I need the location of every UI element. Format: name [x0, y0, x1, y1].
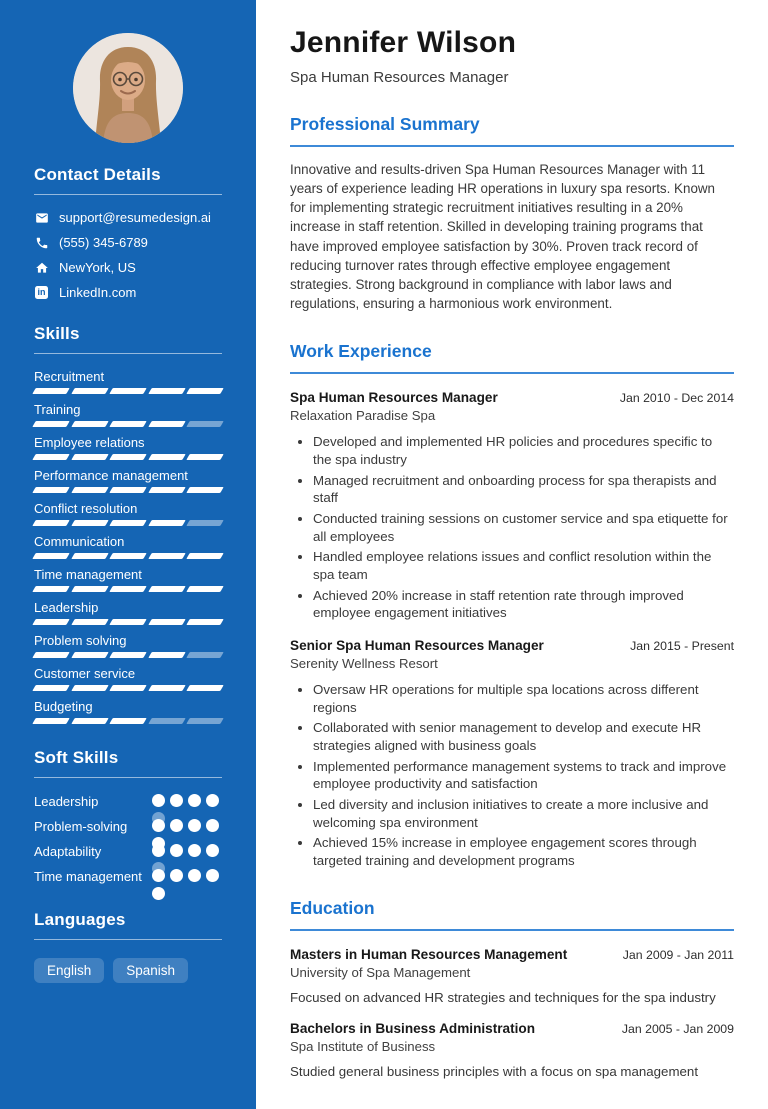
skill-bar: [34, 619, 222, 625]
job-title: Senior Spa Human Resources Manager: [290, 637, 544, 653]
job-dates: Jan 2015 - Present: [630, 638, 734, 653]
contact-item: [34, 260, 222, 275]
linkedin-icon: in: [35, 286, 48, 299]
skill-bar-segment: [187, 685, 224, 691]
main-content: [256, 0, 768, 1109]
soft-skill-dot: [188, 869, 201, 882]
skill-bar-segment: [187, 652, 224, 658]
education-description: Focused on advanced HR strategies and techniques for the spa industry: [290, 989, 716, 1005]
job-bullet: • Conducted training sessions on customer service and spa etiquette for all employees: [313, 510, 734, 545]
soft-skill-dot: [152, 869, 165, 882]
summary-section: [290, 114, 734, 313]
job-bullets: [290, 681, 734, 870]
job-bullet: • Collaborated with senior management to develop and execute HR strategies aligned with business goals: [313, 719, 734, 754]
language-tag: Spanish: [113, 958, 188, 983]
skill-bar-segment: [148, 619, 185, 625]
skill-item: [34, 699, 222, 724]
education-entry: [290, 947, 734, 1005]
skill-label: Conflict resolution: [34, 501, 138, 516]
skill-label: Problem solving: [34, 633, 127, 648]
skill-bar-segment: [71, 586, 108, 592]
contact-item: [34, 210, 222, 225]
soft-skill-label: Time management: [34, 868, 142, 884]
skill-bar-segment: [109, 421, 146, 427]
skill-bar-segment: [187, 586, 224, 592]
skill-bar-segment: [32, 487, 69, 493]
skill-bar-segment: [109, 586, 146, 592]
soft-skill-item: [34, 794, 222, 811]
skill-bar-segment: [148, 520, 185, 526]
skill-item: [34, 567, 222, 592]
skill-bar-segment: [109, 652, 146, 658]
skill-bar-segment: [109, 619, 146, 625]
skill-bar-segment: [32, 685, 69, 691]
skill-label: Budgeting: [34, 699, 93, 714]
summary-text: Innovative and results-driven Spa Human Resources Manager with 11 years of experience leading HR operations in luxury spa resorts. Known for implementing strategic recruitment initiatives resulting in a 20% increase in staff retention. Skilled in developing training programs that have improved employee satisfaction by 30%. Proven track record of reducing turnover rates through effective employee engagement strategies. Strong background in compliance with labor laws and regulations, ensuring a harmonious work environment.: [290, 162, 716, 312]
soft-skill-label: Adaptability: [34, 843, 102, 859]
skill-bar-segment: [32, 718, 69, 724]
skill-bar: [34, 685, 222, 691]
home-icon: [34, 260, 49, 275]
contact-item-text: NewYork, US: [59, 260, 136, 275]
soft-skill-dot: [206, 819, 219, 832]
soft-skill-dot: [170, 844, 183, 857]
contact-item-text: (555) 345-6789: [59, 235, 148, 250]
contact-item-text[interactable]: support@resumedesign.ai: [59, 210, 211, 225]
skill-bar-segment: [148, 718, 185, 724]
soft-skill-label: Leadership: [34, 794, 99, 809]
soft-skill-dots: [152, 869, 222, 882]
contact-list: [34, 210, 222, 300]
soft-skill-label: Problem-solving: [34, 818, 128, 834]
skill-bar-segment: [109, 487, 146, 493]
skill-item: [34, 633, 222, 658]
job-company: Serenity Wellness Resort: [290, 655, 438, 671]
skill-bar-segment: [148, 652, 185, 658]
job-bullet: • Handled employee relations issues and conflict resolution within the spa team: [313, 548, 734, 583]
job-bullet: • Managed recruitment and onboarding process for spa therapists and staff: [313, 472, 734, 507]
education-description: Studied general business principles with a focus on spa management: [290, 1063, 699, 1079]
education-list: [290, 947, 734, 1079]
language-tag: English: [34, 958, 104, 983]
soft-skills-list: [34, 794, 222, 886]
skill-bar-segment: [71, 685, 108, 691]
skill-bar-segment: [187, 388, 224, 394]
skill-bar: [34, 553, 222, 559]
skill-bar-segment: [71, 454, 108, 460]
skill-label: Customer service: [34, 666, 136, 681]
job-bullet: • Developed and implemented HR policies and procedures specific to the spa industry: [313, 433, 734, 468]
soft-skill-dots: [152, 794, 222, 807]
soft-skill-dot: [188, 794, 201, 807]
languages-list: [34, 958, 222, 983]
email-icon: [34, 210, 49, 225]
skill-bar: [34, 388, 222, 394]
job-bullet: • Led diversity and inclusion initiatives to create a more inclusive and welcoming spa environment: [313, 796, 734, 831]
sidebar: [0, 0, 256, 1109]
skill-bar-segment: [148, 421, 185, 427]
skill-bar-segment: [148, 586, 185, 592]
soft-skill-dot: [152, 844, 165, 857]
skill-item: [34, 369, 222, 394]
skill-bar-segment: [187, 454, 224, 460]
soft-skill-dot: [188, 844, 201, 857]
job-bullet: • Implemented performance management systems to track and improve employee productivity and satisfaction: [313, 758, 734, 793]
skill-item: [34, 600, 222, 625]
job-bullets: [290, 433, 734, 622]
education-header: [290, 947, 734, 962]
skill-bar-segment: [71, 652, 108, 658]
education-title: Education: [290, 898, 734, 931]
skill-bar-segment: [109, 718, 146, 724]
soft-skill-item: [34, 844, 222, 861]
job-dates: Jan 2010 - Dec 2014: [619, 391, 734, 406]
education-degree: Bachelors in Business Administration: [290, 1020, 535, 1036]
skills-list: [34, 369, 222, 724]
skill-bar-segment: [32, 652, 69, 658]
soft-skill-item: [34, 819, 222, 836]
skill-label: Communication: [34, 534, 125, 549]
summary-title: Professional Summary: [290, 114, 734, 147]
education-school: University of Spa Management: [290, 964, 471, 980]
languages-section-title: Languages: [34, 910, 222, 940]
education-dates: Jan 2005 - Jan 2009: [621, 1021, 734, 1036]
skill-item: [34, 468, 222, 493]
soft-skill-dots: [152, 819, 222, 832]
skill-bar-segment: [71, 553, 108, 559]
skill-bar: [34, 586, 222, 592]
skill-bar: [34, 520, 222, 526]
skill-bar-segment: [187, 520, 224, 526]
education-school: Spa Institute of Business: [290, 1038, 436, 1054]
skill-label: Leadership: [34, 600, 99, 615]
skills-section-title: Skills: [34, 324, 222, 354]
skill-item: [34, 402, 222, 427]
skill-bar-segment: [187, 421, 224, 427]
skill-bar-segment: [148, 487, 185, 493]
skill-bar-segment: [187, 553, 224, 559]
contact-item: [34, 235, 222, 250]
skill-bar: [34, 454, 222, 460]
skill-bar-segment: [187, 718, 224, 724]
skill-item: [34, 501, 222, 526]
soft-skill-dots: [152, 844, 222, 857]
skill-label: Employee relations: [34, 435, 145, 450]
skill-bar-segment: [71, 421, 108, 427]
skill-bar-segment: [32, 454, 69, 460]
job-header: [290, 638, 734, 653]
job-entry: [290, 638, 734, 870]
skill-bar-segment: [71, 718, 108, 724]
education-dates: Jan 2009 - Jan 2011: [622, 947, 734, 962]
profile-photo-illustration: [73, 33, 183, 143]
skill-bar-segment: [71, 619, 108, 625]
skill-bar: [34, 421, 222, 427]
experience-title: Work Experience: [290, 341, 734, 374]
skill-item: [34, 435, 222, 460]
skill-bar-segment: [187, 487, 224, 493]
skill-label: Performance management: [34, 468, 188, 483]
job-bullet: • Oversaw HR operations for multiple spa locations across different regions: [313, 681, 734, 716]
skill-bar-segment: [71, 388, 108, 394]
skill-bar-segment: [109, 454, 146, 460]
education-entry: [290, 1021, 734, 1079]
education-header: [290, 1021, 734, 1036]
skill-bar-segment: [109, 388, 146, 394]
skill-bar-segment: [32, 553, 69, 559]
soft-skill-dot: [170, 794, 183, 807]
skill-bar-segment: [32, 421, 69, 427]
jobs-list: [290, 390, 734, 869]
skill-label: Training: [34, 402, 81, 417]
experience-section: [290, 341, 734, 869]
skill-bar-segment: [148, 388, 185, 394]
skill-bar-segment: [187, 619, 224, 625]
avatar: [73, 33, 183, 143]
contact-item: [34, 285, 222, 300]
skill-bar-segment: [109, 685, 146, 691]
contact-item-text[interactable]: LinkedIn.com: [59, 285, 137, 300]
skill-bar: [34, 652, 222, 658]
soft-skills-section-title: Soft Skills: [34, 748, 222, 778]
skill-bar-segment: [148, 553, 185, 559]
skill-bar-segment: [109, 520, 146, 526]
soft-skill-dot: [170, 869, 183, 882]
education-degree: Masters in Human Resources Management: [290, 946, 568, 962]
skill-item: [34, 534, 222, 559]
skill-label: Recruitment: [34, 369, 105, 384]
soft-skill-item: [34, 869, 222, 886]
job-company: Relaxation Paradise Spa: [290, 408, 436, 424]
skill-item: [34, 666, 222, 691]
person-name: Jennifer Wilson: [290, 26, 517, 59]
education-section: [290, 898, 734, 1079]
skill-bar-segment: [71, 520, 108, 526]
soft-skill-dot: [206, 794, 219, 807]
skill-bar: [34, 718, 222, 724]
skill-bar-segment: [148, 685, 185, 691]
job-title: Spa Human Resources Manager: [290, 390, 498, 406]
skill-bar: [34, 487, 222, 493]
soft-skill-dot: [188, 819, 201, 832]
phone-icon: [34, 235, 49, 250]
soft-skill-dot: [152, 887, 165, 900]
job-bullet: • Achieved 20% increase in staff retention rate through improved employee engagement initiatives: [313, 587, 734, 622]
skill-bar-segment: [32, 520, 69, 526]
skill-bar-segment: [32, 388, 69, 394]
skill-bar-segment: [71, 487, 108, 493]
skill-bar-segment: [109, 553, 146, 559]
skill-label: Time management: [34, 567, 142, 582]
person-title: Spa Human Resources Manager: [290, 69, 509, 86]
soft-skill-dot: [152, 794, 165, 807]
linkedin-icon: [34, 285, 49, 300]
skill-bar-segment: [32, 586, 69, 592]
job-entry: [290, 390, 734, 622]
job-bullet: • Achieved 15% increase in employee engagement scores through targeted training and development programs: [313, 834, 734, 869]
soft-skill-dot: [170, 819, 183, 832]
soft-skill-dot: [206, 844, 219, 857]
skill-bar-segment: [32, 619, 69, 625]
soft-skill-dot: [152, 819, 165, 832]
job-header: [290, 390, 734, 405]
skill-bar-segment: [148, 454, 185, 460]
soft-skill-dot: [206, 869, 219, 882]
contact-section-title: Contact Details: [34, 165, 222, 195]
